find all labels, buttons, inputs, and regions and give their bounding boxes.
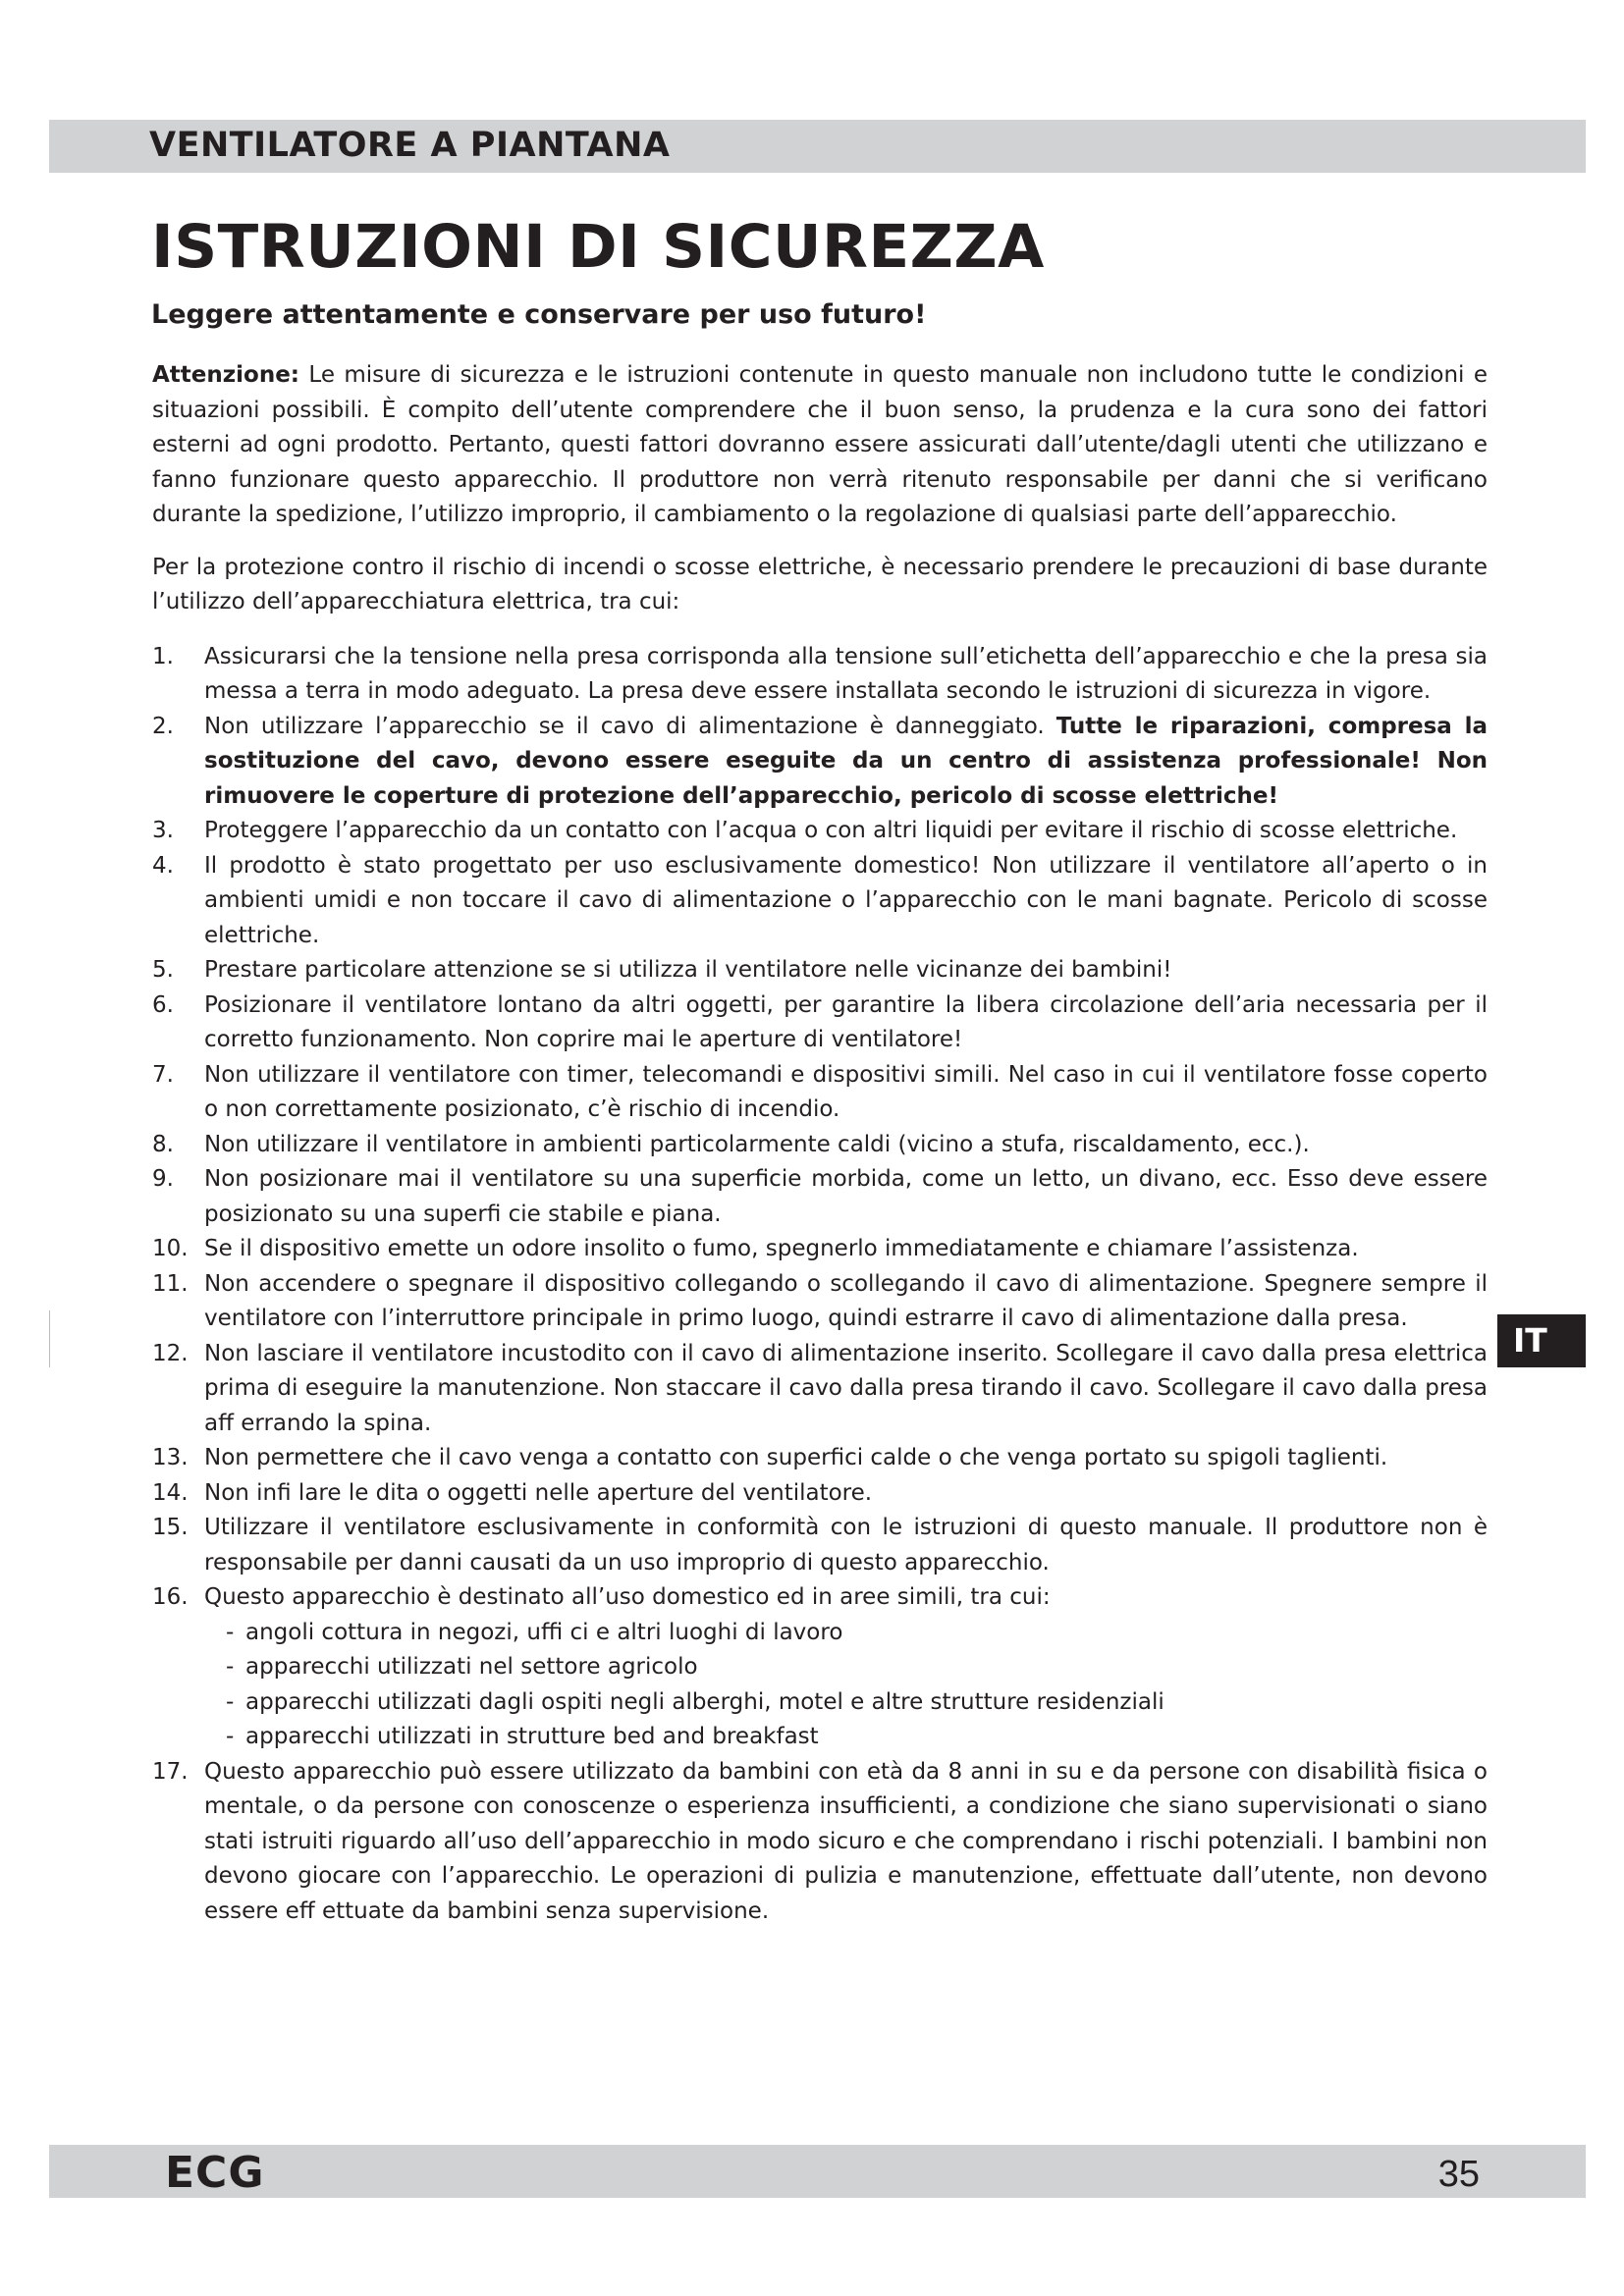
list-item-number: 1. — [152, 643, 174, 669]
list-item-number: 3. — [152, 818, 174, 843]
list-item-text: Non utilizzare l’apparecchio se il cavo di alimentazione è danneggiato. — [204, 713, 1056, 739]
list-item-text: Questo apparecchio è destinato all’uso domestico ed in aree simili, tra cui: — [204, 1584, 1051, 1610]
list-item-number: 10. — [152, 1236, 189, 1261]
list-item-number: 16. — [152, 1584, 189, 1610]
list-item — [152, 1128, 1488, 1163]
sub-list-item: - angoli cottura in negozi, uffi ci e altri luoghi di lavoro — [226, 1616, 1488, 1651]
list-item — [152, 1511, 1488, 1580]
list-item — [152, 1267, 1488, 1337]
header-bar — [49, 120, 1586, 173]
list-item — [152, 1337, 1488, 1442]
list-item-text: Non infi lare le dita o oggetti nelle aperture del ventilatore. — [204, 1479, 873, 1506]
list-item-number: 8. — [152, 1131, 174, 1157]
page-number: 35 — [1437, 2154, 1480, 2195]
list-item — [152, 1476, 1488, 1512]
list-item-number: 9. — [152, 1166, 174, 1192]
list-item-number: 2. — [152, 713, 174, 739]
list-item-text: Il prodotto è stato progettato per uso esclusivamente domestico! Non utilizzare il ventilatore all’aperto o in ambienti umidi e non toccare il cavo di alimentazione o l’apparecchio con le mani bagnate. Pericolo di scosse elettriche. — [204, 852, 1488, 948]
list-item-text: Proteggere l’apparecchio da un contatto con l’acqua o con altri liquidi per evitare il rischio di scosse elettriche. — [204, 818, 1458, 843]
intro-text: Le misure di sicurezza e le istruzioni contenute in questo manuale non includono tutte le condizioni e situazioni possibili. È compito dell’utente comprendere che il buon senso, la prudenza e la cura sono dei fattori esterni ad ogni prodotto. Pertanto, questi fattori dovranno essere assicurati dall’utente/dagli utenti che utilizzano e fanno funzionare questo apparecchio. Il produttore non verrà ritenuto responsabile per danni che si verificano durante la spedizione, l’utilizzo improprio, il cambiamento o la regolazione di qualsiasi parte dell’apparecchio. — [152, 362, 1488, 527]
list-item-number: 5. — [152, 957, 174, 983]
list-item — [152, 953, 1488, 988]
list-item — [152, 1232, 1488, 1267]
safety-list — [152, 640, 1488, 1930]
content — [152, 358, 1488, 1929]
list-item — [152, 1441, 1488, 1476]
list-item-text: Non accendere o spegnare il dispositivo collegando o scollegando il cavo di alimentazione. Spegnere sempre il ventilatore con l’interruttore principale in primo luogo, quindi estrarre il cavo di alimentazione dalla presa. — [204, 1270, 1488, 1331]
list-item — [152, 1162, 1488, 1232]
list-item-text: Se il dispositivo emette un odore insolito o fumo, spegnerlo immediatamente e chiamare l’assistenza. — [204, 1236, 1359, 1261]
list-item — [152, 710, 1488, 815]
list-item-text: Non permettere che il cavo venga a contatto con superfici calde o che venga portato su spigoli taglienti. — [204, 1445, 1388, 1470]
language-label: IT — [1513, 1321, 1547, 1360]
list-item — [152, 640, 1488, 710]
list-item-number: 15. — [152, 1515, 189, 1540]
list-item — [152, 849, 1488, 954]
list-item — [152, 988, 1488, 1058]
list-item-text: Non utilizzare il ventilatore in ambienti particolarmente caldi (vicino a stufa, riscaldamento, ecc.). — [204, 1131, 1310, 1157]
precautions-paragraph: Per la protezione contro il rischio di incendi o scosse elettriche, è necessario prendere le precauzioni di base durante l’utilizzo dell’apparecchiatura elettrica, tra cui: — [152, 554, 1488, 614]
sub-list-item: - apparecchi utilizzati nel settore agricolo — [226, 1650, 1488, 1685]
list-item-text: Non utilizzare il ventilatore con timer, telecomandi e dispositivi simili. Nel caso in cui il ventilatore fosse coperto o non correttamente posizionato, c’è rischio di incendio. — [204, 1061, 1488, 1122]
list-item-number: 7. — [152, 1061, 174, 1088]
list-item-text: Non lasciare il ventilatore incustodito con il cavo di alimentazione inserito. Scollegare il cavo dalla presa elettrica prima di eseguire la manutenzione. Non staccare il cavo dalla presa tirando il cavo. Scollegare il cavo dalla presa aff errando la spina. — [204, 1340, 1488, 1436]
list-item-number: 13. — [152, 1445, 189, 1470]
list-item-number: 4. — [152, 852, 174, 879]
list-item-warning: Tutte le riparazioni, compresa la sostituzione del cavo, devono essere eseguite da un centro di assistenza professionale! Non rimuovere le coperture di protezione dell’apparecchio, pericolo di scosse elettriche! — [204, 713, 1488, 809]
page-subtitle: Leggere attentamente e conservare per uso futuro! — [151, 299, 927, 330]
list-item-text: Posizionare il ventilatore lontano da altri oggetti, per garantire la libera circolazione dell’aria necessaria per il corretto funzionamento. Non coprire mai le aperture di ventilatore! — [204, 991, 1488, 1052]
list-item — [152, 1580, 1488, 1755]
sub-list-item: - apparecchi utilizzati in strutture bed and breakfast — [226, 1720, 1488, 1755]
list-item — [152, 1755, 1488, 1930]
list-item-number: 6. — [152, 991, 174, 1018]
list-item-number: 17. — [152, 1758, 189, 1785]
list-item-text: Assicurarsi che la tensione nella presa corrisponda alla tensione sull’etichetta dell’apparecchio e che la presa sia messa a terra in modo adeguato. La presa deve essere installata secondo le istruzioni di sicurezza in vigore. — [204, 643, 1488, 704]
list-item-text: Non posizionare mai il ventilatore su una superficie morbida, come un letto, un divano, ecc. Esso deve essere posizionato su una superfi cie stabile e piana. — [204, 1166, 1488, 1227]
intro-label: Attenzione: — [152, 362, 300, 388]
header-title: VENTILATORE A PIANTANA — [149, 126, 671, 165]
sub-list-item: - apparecchi utilizzati dagli ospiti negli alberghi, motel e altre strutture residenziali — [226, 1685, 1488, 1721]
list-item-text: Questo apparecchio può essere utilizzato da bambini con età da 8 anni in su e da persone con disabilità fisica o mentale, o da persone con conoscenze o esperienza insufficienti, a condizione che siano supervisionati o siano stati istruiti riguardo all’uso dell’apparecchio in modo sicuro e che comprendano i rischi potenziali. I bambini non devono giocare con l’apparecchio. Le operazioni di pulizia e manutenzione, effettuate dall’utente, non devono essere eff ettuate da bambini senza supervisione. — [204, 1758, 1488, 1924]
page-title: ISTRUZIONI DI SICUREZZA — [151, 212, 1045, 282]
language-tab — [1497, 1314, 1586, 1367]
intro-paragraph — [152, 358, 1488, 533]
list-item-number: 11. — [152, 1270, 189, 1297]
list-item-number: 12. — [152, 1340, 189, 1366]
list-item — [152, 1058, 1488, 1128]
sub-list — [204, 1616, 1488, 1755]
list-item-number: 14. — [152, 1479, 189, 1506]
margin-rule — [49, 1310, 50, 1367]
list-item-text: Prestare particolare attenzione se si utilizza il ventilatore nelle vicinanze dei bambini! — [204, 957, 1172, 983]
list-item — [152, 814, 1488, 849]
footer-bar — [49, 2145, 1586, 2198]
brand-logo: ECG — [165, 2148, 265, 2198]
list-item-text: Utilizzare il ventilatore esclusivamente in conformità con le istruzioni di questo manuale. Il produttore non è responsabile per danni causati da un uso improprio di questo apparecchio. — [204, 1515, 1488, 1575]
